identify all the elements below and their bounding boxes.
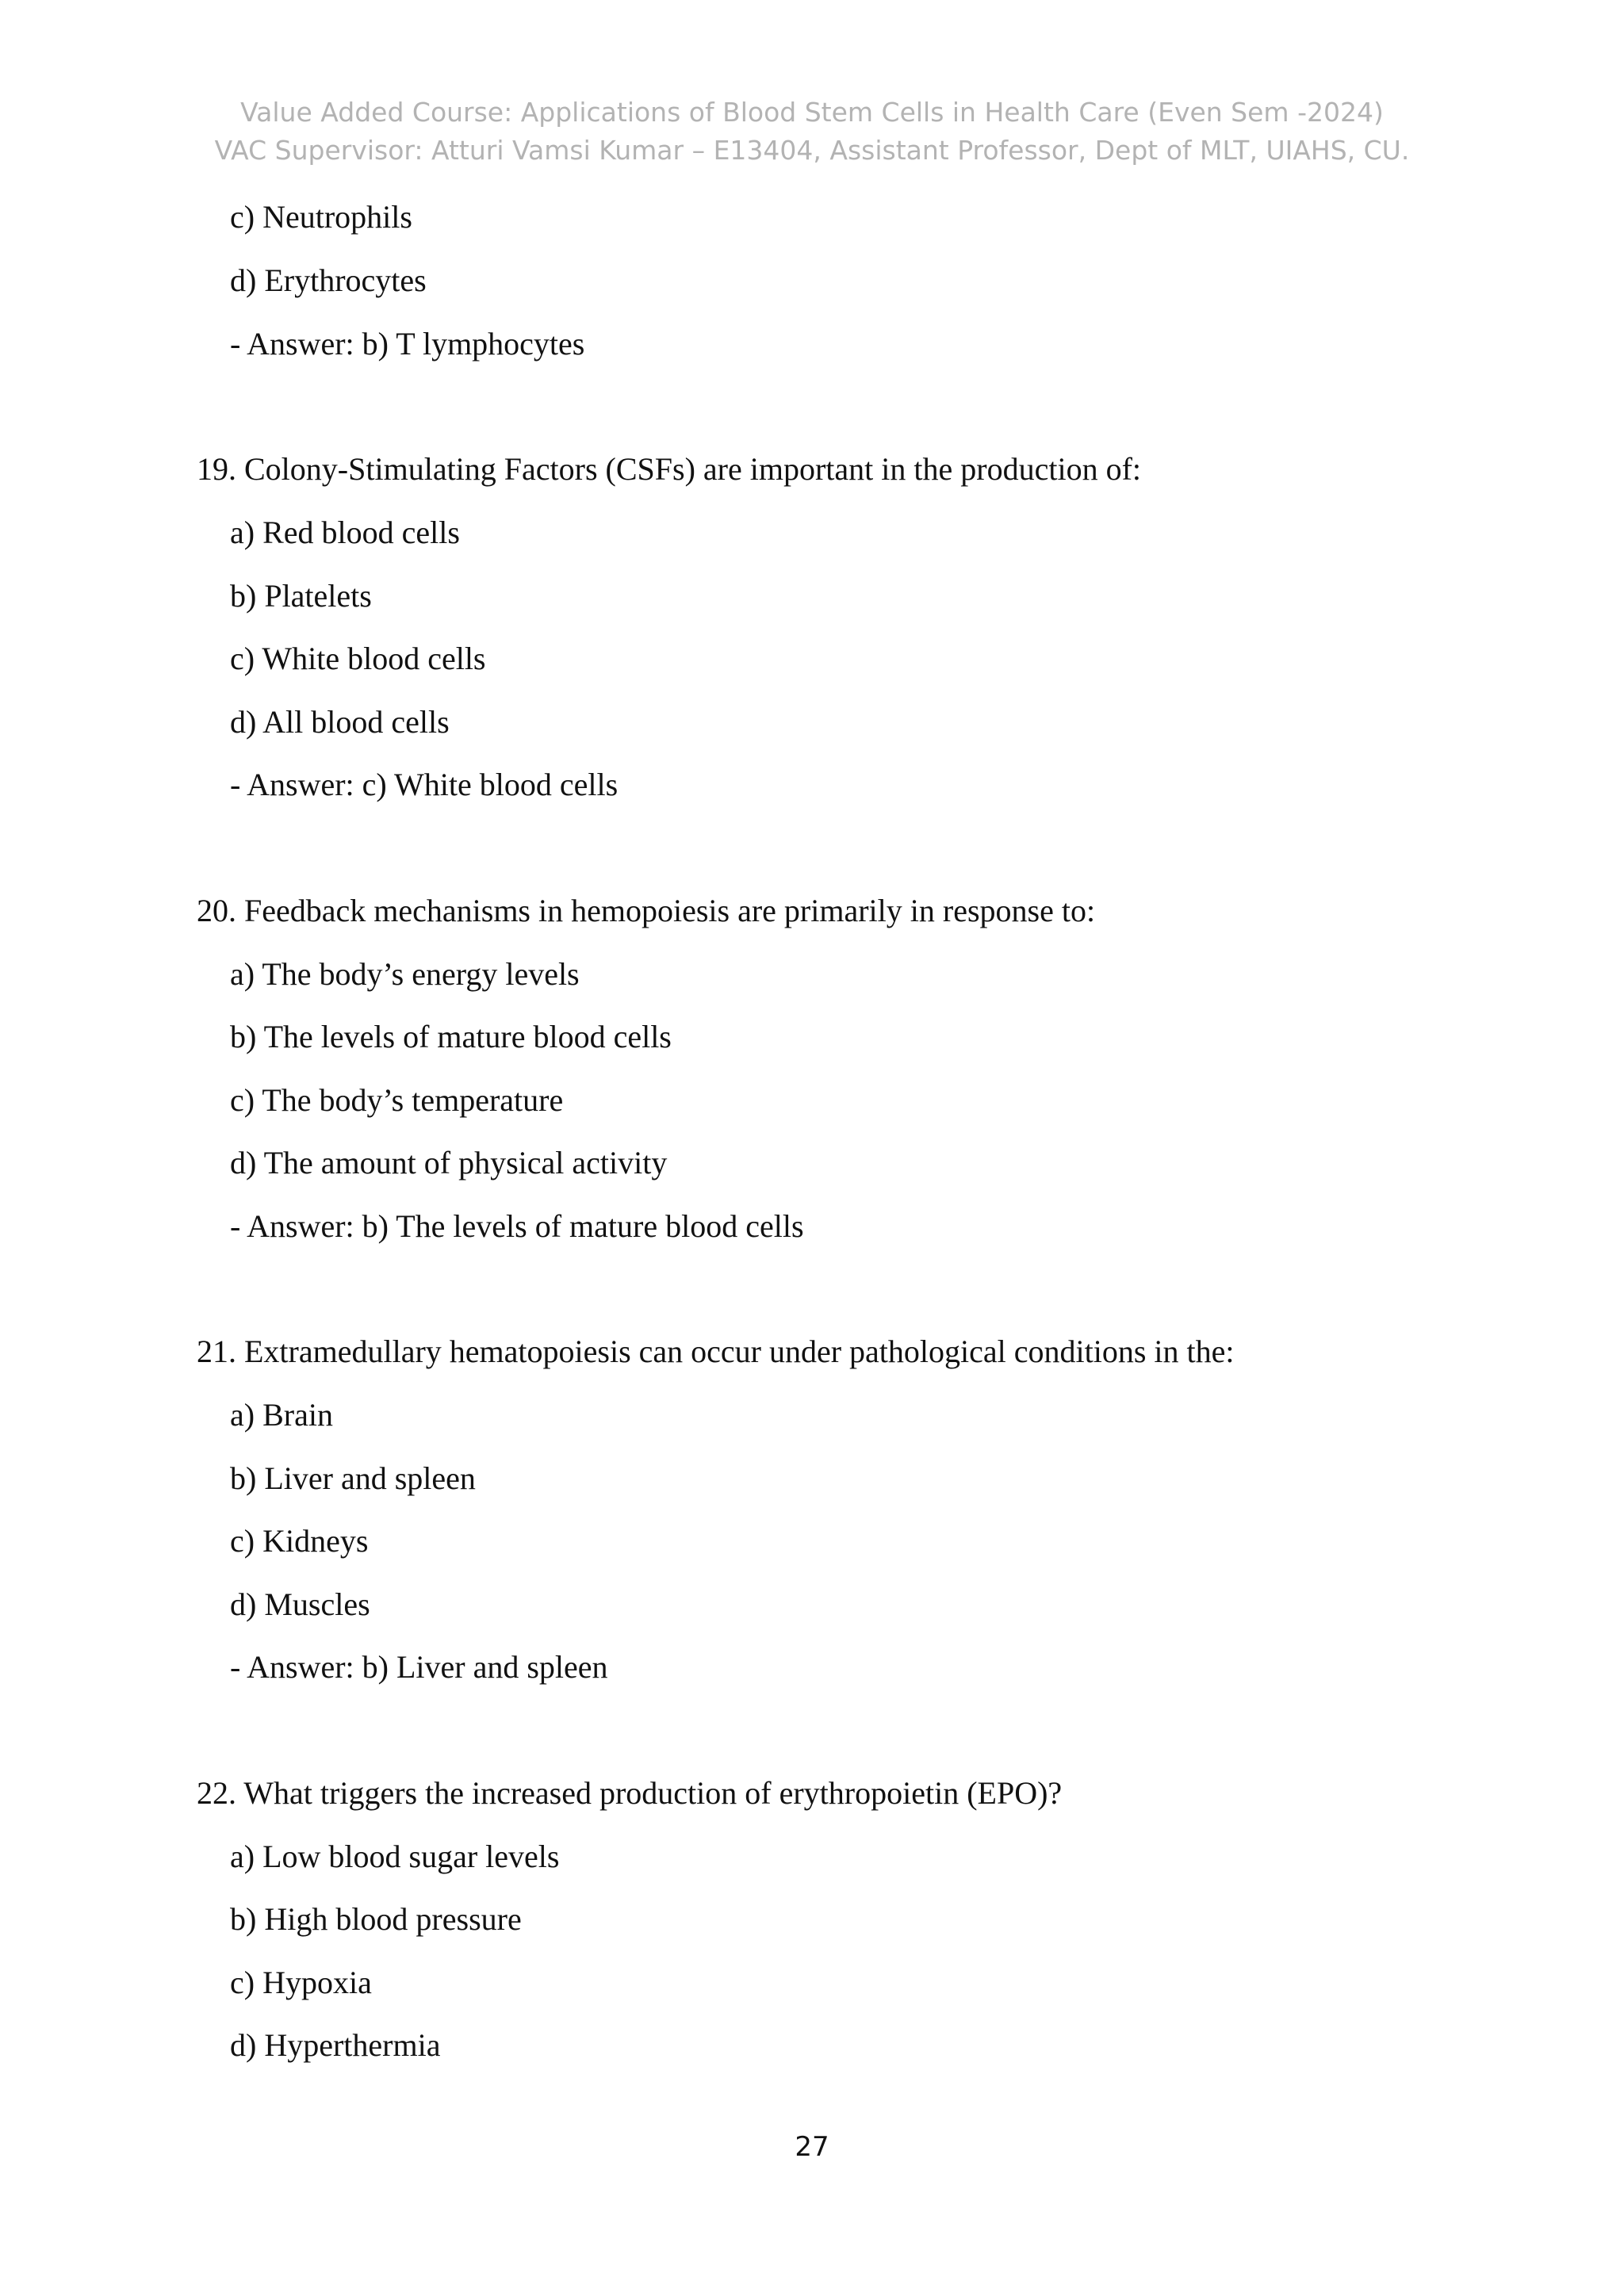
option-line: c) White blood cells [230,641,486,676]
header-supervisor: VAC Supervisor: Atturi Vamsi Kumar – E13404, Assistant Professor, Dept of MLT, UIAHS, CU. [214,135,1410,166]
answer-line: - Answer: b) Liver and spleen [230,1649,608,1685]
option-line: a) Brain [230,1397,333,1433]
option-line: b) Liver and spleen [230,1460,476,1496]
option-line: c) Neutrophils [230,199,412,235]
question-text: 21. Extramedullary hematopoiesis can occur under pathological conditions in the: [197,1334,1235,1369]
option-line: c) Kidneys [230,1523,369,1559]
option-line: a) Red blood cells [230,515,460,550]
option-line: d) Erythrocytes [230,262,427,298]
question-text: 20. Feedback mechanisms in hemopoiesis are primarily in response to: [197,893,1096,928]
option-line: c) Hypoxia [230,1965,372,2000]
option-line: d) All blood cells [230,704,450,740]
option-line: c) The body’s temperature [230,1082,564,1118]
option-line: d) Muscles [230,1586,370,1622]
running-header [0,94,1624,170]
option-line: b) The levels of mature blood cells [230,1019,672,1054]
option-line: b) High blood pressure [230,1901,522,1937]
page-number: 27 [795,2131,829,2163]
option-line: d) The amount of physical activity [230,1145,668,1181]
option-line: b) Platelets [230,578,372,614]
option-line: d) Hyperthermia [230,2027,441,2063]
header-course-title: Value Added Course: Applications of Blood Stem Cells in Health Care (Even Sem -2024) [240,97,1384,128]
question-text: 22. What triggers the increased production of erythropoietin (EPO)? [197,1775,1063,1811]
option-line: a) Low blood sugar levels [230,1839,560,1874]
answer-line: - Answer: b) The levels of mature blood cells [230,1208,804,1244]
answer-line: - Answer: c) White blood cells [230,767,619,802]
answer-line: - Answer: b) T lymphocytes [230,326,585,362]
question-text: 19. Colony-Stimulating Factors (CSFs) are important in the production of: [197,451,1141,487]
option-line: a) The body’s energy levels [230,956,580,992]
